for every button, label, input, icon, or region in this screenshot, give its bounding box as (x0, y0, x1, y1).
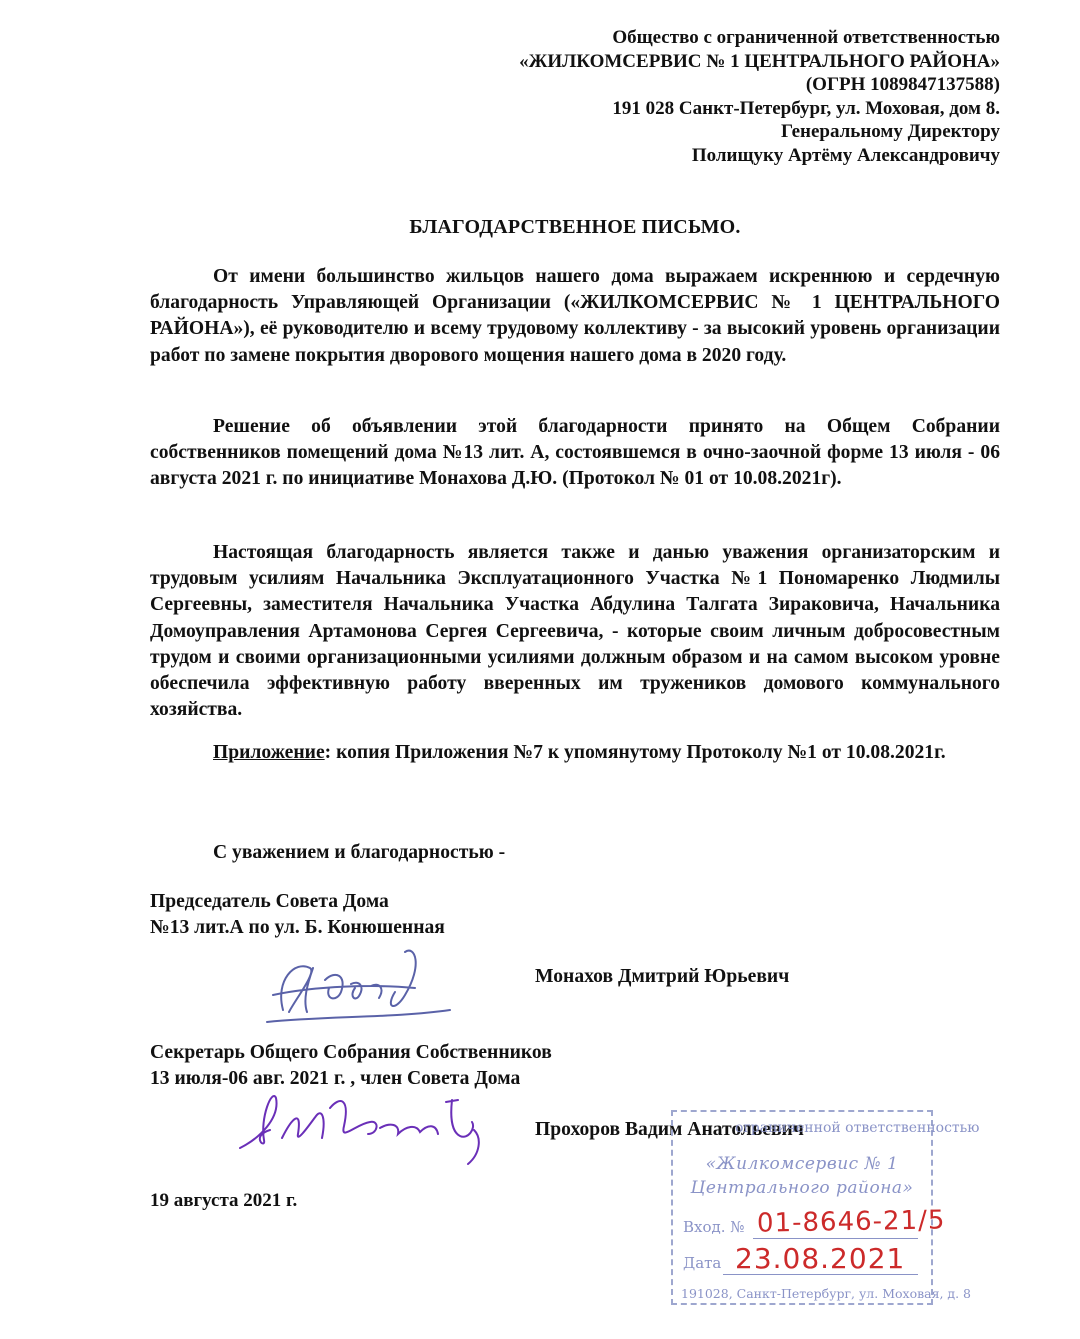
addressee-company-name: «ЖИЛКОМСЕРВИС № 1 ЦЕНТРАЛЬНОГО РАЙОНА» (519, 50, 1000, 72)
addressee-block (519, 26, 1000, 167)
paragraph-decision: Решение об объявлении этой благодарности принято на Общем Собрании собственников помещений дома №13 лит. А, состоявшемся в очно-заочной форме 13 июля - 06 августа 2021 г. по инициативе Монахова Д.Ю. (Протокол № 01 от 10.08.2021г). (150, 416, 1000, 490)
paragraph-tribute: Настоящая благодарность является также и данью уважения организаторским и трудовым усилиям Начальника Эксплуатационного Участка №1 Пономаренко Людмилы Сергеевны, заместителя Начальника Участка Абдулина Талгата Зираковича, Начальника Домоуправления Артамонова Сергея Сергеевича, - которые своим личным добросовестным трудом и своими организационными усилиями должным образом и на самом высоком уровне обеспечила эффективную работу вверенных им тружеников домового коммунального хозяйства. (150, 542, 1000, 721)
chair-title: Председатель Совета Дома (150, 891, 389, 912)
chair-house: №13 лит.А по ул. Б. Конюшенная (150, 917, 445, 938)
secretary-signature (230, 1078, 500, 1178)
incoming-stamp (671, 1110, 980, 1305)
secretary-title: Секретарь Общего Собрания Собственников (150, 1042, 552, 1063)
stamp-header: ограниченной ответственностью (735, 1120, 980, 1136)
chair-name: Монахов Дмитрий Юрьевич (535, 966, 790, 987)
addressee-ogrn: (ОГРН 1089847137588) (805, 74, 1000, 95)
paragraph-attachment (150, 740, 1000, 766)
secretary-name: Прохоров Вадим Анатольевич (535, 1119, 804, 1140)
addressee-position: Генеральному Директору (780, 121, 1000, 142)
stamp-incoming-label: Вход. № (683, 1218, 745, 1236)
stamp-address: 191028, Санкт-Петербург, ул. Моховая, д. 8 (681, 1286, 972, 1301)
stamp-company-line1: «Жилкомсервис № 1 (705, 1154, 899, 1174)
addressee-person: Полищуку Артёму Александровичу (691, 144, 1000, 166)
stamp-incoming-number: 01-8646-21/5 (756, 1205, 946, 1239)
letter-date: 19 августа 2021 г. (150, 1190, 298, 1211)
addressee-address: 191 028 Санкт-Петербург, ул. Моховая, дом 8. (612, 97, 1000, 119)
chair-signature (255, 940, 455, 1030)
letter-title: БЛАГОДАРСТВЕННОЕ ПИСЬМО. (409, 216, 741, 238)
stamp-company-line2: Центрального района» (690, 1178, 914, 1198)
secretary-dates: 13 июля-06 авг. 2021 г. , член Совета Дома (150, 1068, 521, 1089)
attachment-label: Приложение (213, 742, 325, 763)
stamp-date-label: Дата (683, 1254, 722, 1272)
paragraph-gratitude: От имени большинство жильцов нашего дома выражаем искреннюю и сердечную благодарность Управляющей Организации («ЖИЛКОМСЕРВИС № 1 ЦЕНТРАЛЬНОГО РАЙОНА»), её руководителю и всему трудовому коллективу - за высокий уровень организации работ по замене покрытия дворового мощения нашего дома в 2020 году. (150, 266, 1000, 366)
chair-title-block (150, 889, 445, 941)
addressee-company-type: Общество с ограниченной ответственностью (612, 27, 1000, 48)
stamp-date-value: 23.08.2021 (735, 1242, 906, 1275)
closing-phrase: С уважением и благодарностью - (213, 842, 506, 863)
attachment-text: : копия Приложения №7 к упомянутому Протоколу №1 от 10.08.2021г. (324, 742, 946, 763)
